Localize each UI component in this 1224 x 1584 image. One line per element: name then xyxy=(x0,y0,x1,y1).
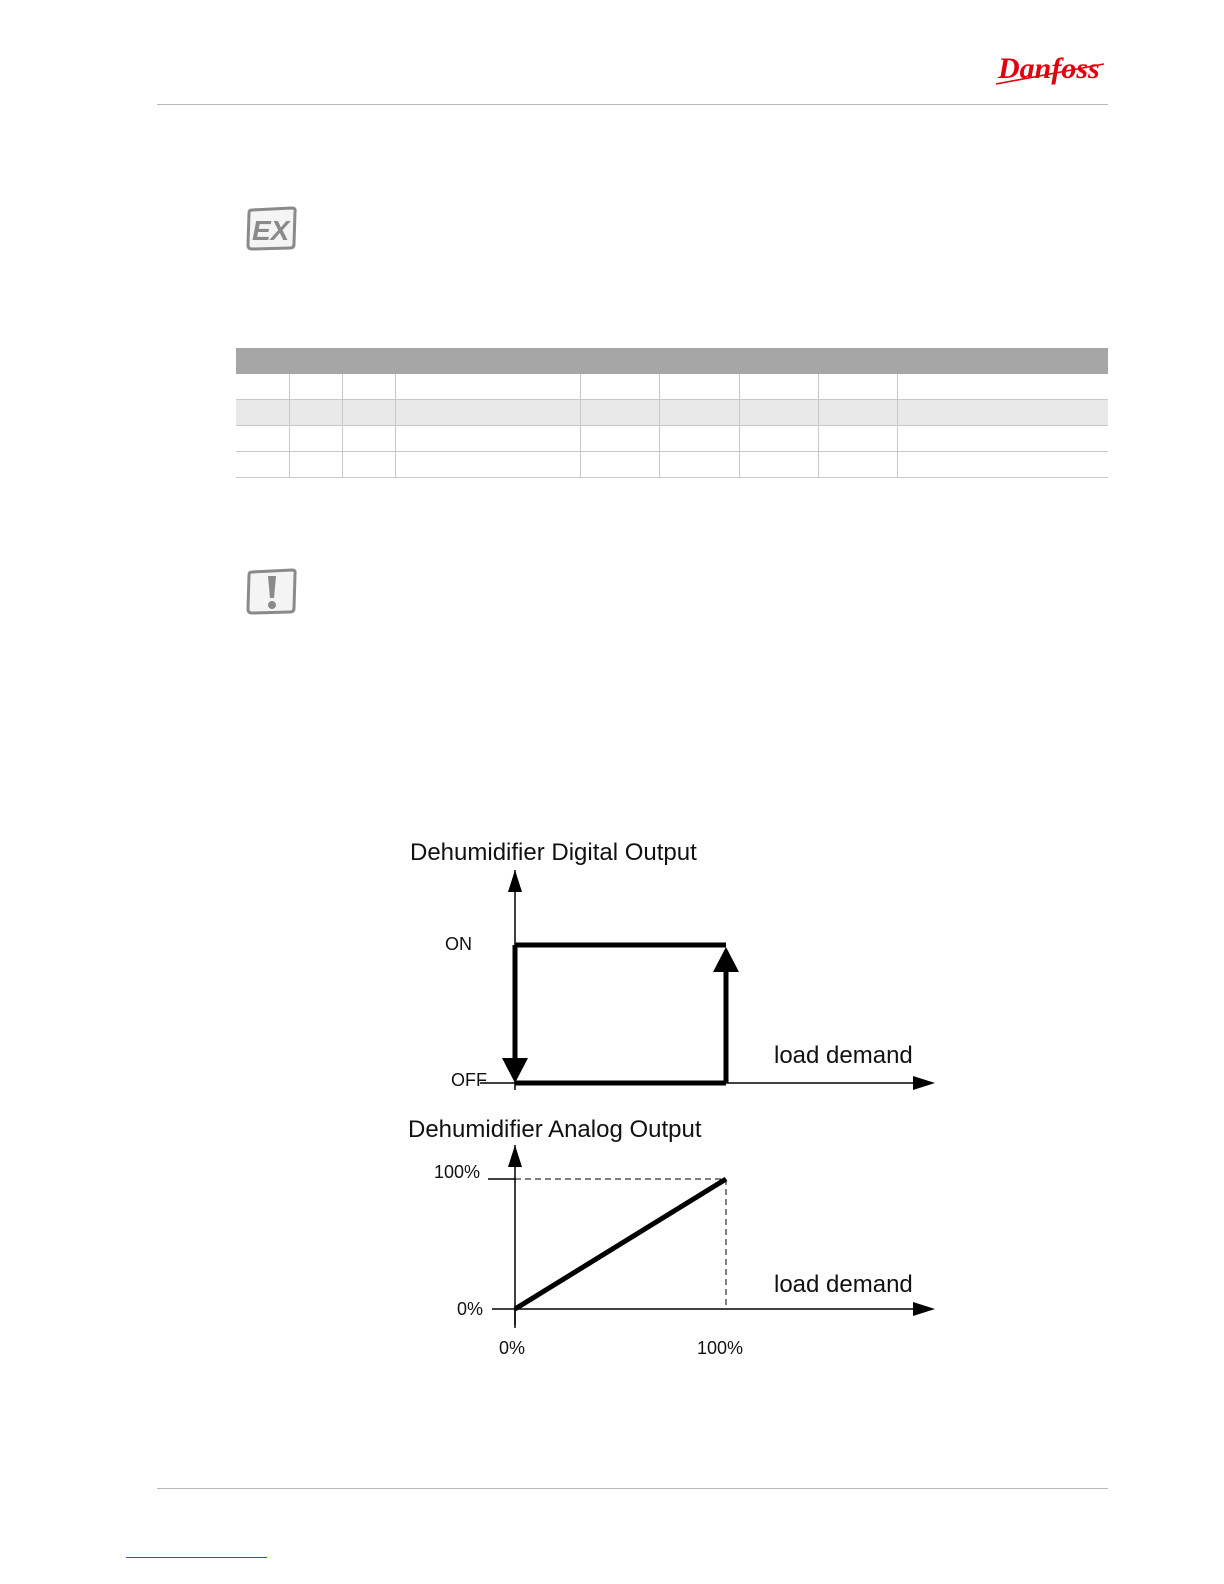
table-header-cell xyxy=(342,348,395,374)
table-header-cell xyxy=(659,348,739,374)
table-cell xyxy=(342,400,395,426)
example-ex-icon xyxy=(244,204,298,252)
footer-divider xyxy=(157,1488,1108,1489)
table-cell xyxy=(289,400,342,426)
table-cell xyxy=(659,426,739,452)
table-cell xyxy=(897,374,1108,400)
table-cell xyxy=(395,426,580,452)
analog-x-axis-arrowhead xyxy=(913,1302,935,1316)
digital-switch-on-arrowhead xyxy=(713,947,739,972)
table-cell xyxy=(818,400,897,426)
analog-chart-title: Dehumidifier Analog Output xyxy=(408,1116,702,1143)
table-cell xyxy=(659,374,739,400)
danfoss-logo xyxy=(990,44,1110,94)
table-header-row xyxy=(236,348,1108,374)
digital-y-axis-arrowhead xyxy=(508,870,522,892)
dehumidifier-output-figure xyxy=(370,820,970,1380)
table-row xyxy=(236,452,1108,478)
table-cell xyxy=(659,452,739,478)
header-divider xyxy=(157,104,1108,105)
table-cell xyxy=(580,426,659,452)
table-cell xyxy=(739,452,818,478)
table-cell xyxy=(897,426,1108,452)
digital-chart-title: Dehumidifier Digital Output xyxy=(410,839,697,866)
table-cell xyxy=(580,452,659,478)
warning-exclamation-icon xyxy=(244,566,298,616)
table-cell xyxy=(395,374,580,400)
table-row xyxy=(236,400,1108,426)
table-cell xyxy=(739,374,818,400)
table-header-cell xyxy=(897,348,1108,374)
table-cell xyxy=(818,426,897,452)
table-header-cell xyxy=(289,348,342,374)
table-cell xyxy=(236,426,289,452)
table-cell xyxy=(342,426,395,452)
table-cell xyxy=(818,452,897,478)
analog-y-top-label: 100% xyxy=(434,1162,481,1182)
table-cell xyxy=(897,400,1108,426)
table-cell xyxy=(289,374,342,400)
svg-text:EX: EX xyxy=(252,215,290,246)
table-cell xyxy=(897,452,1108,478)
table-header-cell xyxy=(395,348,580,374)
table-cell xyxy=(342,374,395,400)
table-cell xyxy=(818,374,897,400)
table-header-cell xyxy=(739,348,818,374)
table-cell xyxy=(342,452,395,478)
table-cell xyxy=(289,452,342,478)
logo-wordmark: Danfoss xyxy=(998,52,1100,85)
table-cell xyxy=(659,400,739,426)
table-header-cell xyxy=(818,348,897,374)
analog-x-start-label: 0% xyxy=(499,1338,526,1358)
digital-x-axis-label: load demand xyxy=(774,1042,913,1069)
analog-x-axis-label: load demand xyxy=(774,1271,913,1298)
analog-x-end-label: 100% xyxy=(697,1338,744,1358)
footer-link-underline[interactable] xyxy=(126,1557,267,1558)
digital-on-label: ON xyxy=(445,934,472,954)
table-cell xyxy=(739,426,818,452)
table-header-cell xyxy=(236,348,289,374)
analog-y-axis-arrowhead xyxy=(508,1145,522,1167)
digital-x-axis-arrowhead xyxy=(913,1076,935,1090)
analog-y-bottom-label: 0% xyxy=(457,1299,484,1319)
analog-output-ramp-line xyxy=(515,1179,726,1309)
table-cell xyxy=(395,400,580,426)
table-cell xyxy=(580,374,659,400)
parameter-table xyxy=(236,348,1108,478)
table-cell xyxy=(236,374,289,400)
digital-off-label: OFF xyxy=(451,1070,487,1090)
table-cell xyxy=(236,452,289,478)
table-cell xyxy=(395,452,580,478)
table-cell xyxy=(580,400,659,426)
table-cell xyxy=(739,400,818,426)
table-cell xyxy=(236,400,289,426)
digital-switch-off-arrowhead xyxy=(502,1058,528,1083)
table-row xyxy=(236,374,1108,400)
table-row xyxy=(236,426,1108,452)
table-cell xyxy=(289,426,342,452)
table-header-cell xyxy=(580,348,659,374)
